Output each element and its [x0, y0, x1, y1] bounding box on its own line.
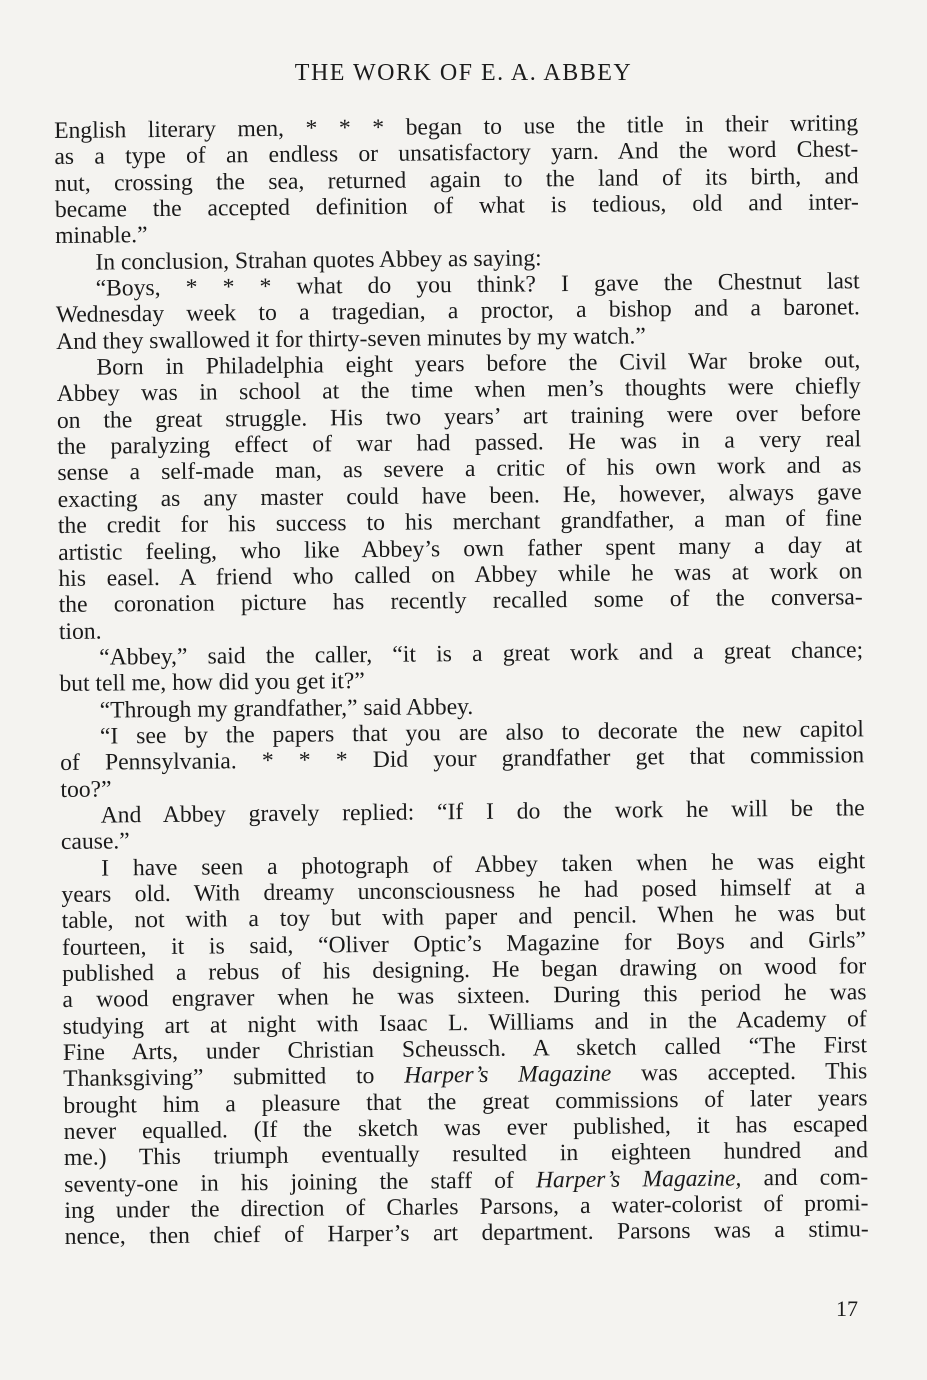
text-line: became the accepted definition of what is tedious, old and inter-	[54, 189, 859, 224]
text-line: artistic feeling, who like Abbey’s own father spent many a day at	[58, 531, 863, 566]
text-line: And Abbey gravely replied: “If I do the work he will be the	[100, 795, 865, 829]
text-line: cause.”	[60, 828, 130, 856]
text-line: Born in Philadelphia eight years before the Civil War broke out,	[96, 347, 861, 381]
text-line: tion.	[58, 618, 102, 645]
text-line: “I see by the papers that you are also to decorate the new capitol	[99, 716, 865, 750]
text-line: English literary men, * * * began to use the title in their writing	[54, 110, 859, 144]
text-line: as a type of an endless or unsatisfactory yarn. And the word Chest-	[54, 136, 859, 171]
text-line: on the great struggle. His two years’ art training were over before	[56, 400, 861, 434]
text-line: of Pennsylvania. * * * Did your grandfather get that commission	[60, 742, 865, 777]
text-line: studying art at night with Isaac L. Williams and in the Academy of	[62, 1005, 867, 1040]
text-line: exacting as any master could have been. He, however, always gave	[57, 479, 862, 513]
text-line: “Boys, * * * what do you think? I gave the Chestnut last	[95, 268, 860, 302]
text-line: Abbey was in school at the time when men’s thoughts were chiefly	[56, 373, 861, 408]
italic-title: Harper’s Magazine,	[535, 1165, 742, 1194]
text-line: “Abbey,” said the caller, “it is a great work and a great chance;	[99, 637, 864, 671]
text-line: years old. With dreamy unconsciousness he had posed himself at a	[61, 874, 866, 908]
text-line: me.) This triumph eventually resulted in eighteen hundred and	[63, 1137, 869, 1172]
text-line: fourteen, it is said, “Oliver Optic’s Magazine for Boys and Girls”	[61, 926, 867, 961]
text-line-segment: and com-	[741, 1163, 869, 1192]
text-line: the coronation picture has recently recalled some of the conversa-	[58, 584, 863, 619]
text-line: too?”	[60, 776, 112, 803]
text-line: ing under the direction of Charles Parsons, a water-colorist of promi-	[64, 1190, 869, 1225]
text-line: his easel. A friend who called on Abbey while he was at work on	[58, 558, 863, 592]
text-line: I have seen a photograph of Abbey taken when he was eight	[101, 847, 866, 882]
text-line: never equalled. (If the sketch was ever published, it has escaped	[63, 1111, 868, 1146]
text-line: table, not with a toy but with paper and pencil. When he was but	[61, 900, 866, 935]
text-line: nence, then chief of Harper’s art department. Parsons was a stimu-	[64, 1216, 869, 1251]
body-text	[54, 110, 869, 1250]
text-line: sense a self-made man, as severe a critic of his own work and as	[57, 452, 862, 487]
text-line: the credit for his success to his merchant grandfather, a man of fine	[57, 505, 863, 540]
text-line: brought him a pleasure that the great commissions of later years	[63, 1084, 868, 1119]
text-line: published a rebus of his designing. He began drawing on wood for	[62, 953, 867, 987]
text-line: Fine Arts, under Christian Scheussch. A sketch called “The First	[62, 1032, 868, 1066]
text-line: And they swallowed it for thirty-seven minutes by my watch.”	[56, 323, 646, 355]
text-line: but tell me, how did you get it?”	[59, 668, 365, 698]
text-line-segment: was accepted. This	[611, 1058, 868, 1088]
text-line: a wood engraver when he was sixteen. During this period he was	[62, 979, 867, 1014]
italic-title: Harper’s Magazine	[404, 1061, 612, 1090]
text-line: minable.”	[55, 222, 148, 250]
text-line-segment: seventy-one in his joining the staff of	[64, 1167, 514, 1198]
text-line: the paralyzing effect of war had passed. He was in a very real	[57, 426, 862, 461]
text-line: “Through my grandfather,” said Abbey.	[99, 693, 474, 724]
running-head: THE WORK OF E. A. ABBEY	[294, 60, 633, 86]
text-line: In conclusion, Strahan quotes Abbey as saying:	[95, 245, 542, 276]
page-number: 17	[836, 1296, 858, 1321]
text-line-segment: Thanksgiving” submitted to	[63, 1063, 375, 1093]
text-line: nut, crossing the sea, returned again to the land of its birth, and	[54, 162, 859, 197]
text-line: Wednesday week to a tragedian, a proctor, a bishop and a baronet.	[55, 294, 860, 329]
